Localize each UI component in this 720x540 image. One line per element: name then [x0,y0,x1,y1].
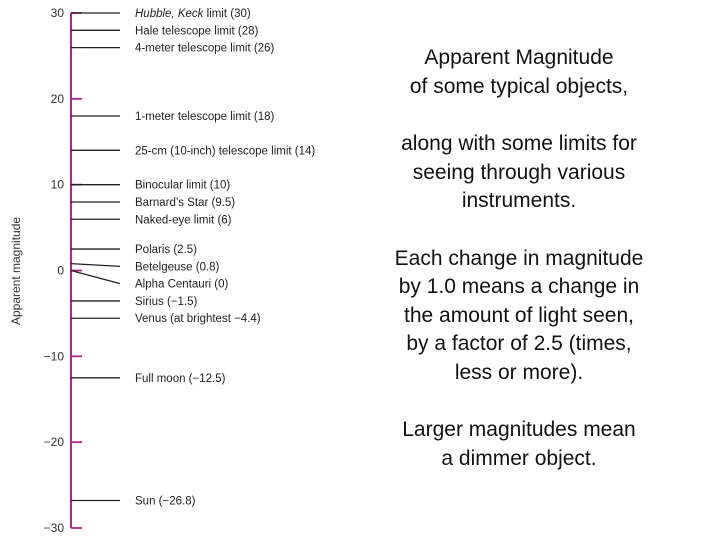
change-line-4: by a factor of 2.5 (times, [406,332,632,355]
tick-label: 0 [57,263,64,278]
tick-label: −10 [43,349,64,364]
magnitude-change-paragraph [360,245,678,388]
larger-line-1: Larger magnitudes mean [402,418,636,441]
description-panel [360,44,678,473]
magnitude-mark [71,271,120,284]
magnitude-label: Betelgeuse (0.8) [135,261,220,274]
tick-label: −30 [43,521,64,535]
mark-group [71,8,315,508]
title-paragraph [360,44,678,101]
magnitude-label: Hale telescope limit (28) [135,25,259,38]
magnitude-label: Naked-eye limit (6) [135,214,232,227]
tick-group [44,6,82,535]
title-line-1: Apparent Magnitude [424,46,614,69]
magnitude-label: Barnard’s Star (9.5) [135,196,236,209]
larger-magnitude-paragraph [360,416,678,473]
larger-line-2: a dimmer object. [441,446,597,470]
magnitude-label: Hubble, Keck limit (30) [135,8,251,20]
magnitude-label: Polaris (2.5) [135,244,197,257]
magnitude-label: Alpha Centauri (0) [135,278,229,291]
magnitude-label: Full moon (−12.5) [135,372,226,385]
axis-title: Apparent magnitude [9,216,23,326]
tick-label: −20 [43,435,64,450]
magnitude-label: Sun (−26.8) [135,495,196,508]
tick-label: 20 [50,91,64,106]
tick-label: 10 [50,177,64,192]
magnitude-label: Venus (at brightest −4.4) [135,313,261,326]
magnitude-label: Binocular limit (10) [135,179,231,192]
change-line-1: Each change in magnitude [394,246,644,270]
limits-line-2: seeing through various [412,160,626,184]
limits-line-1: along with some limits for [401,132,637,155]
magnitude-label: 4-meter telescope limit (26) [135,42,275,55]
magnitude-label: 25-cm (10-inch) telescope limit (14) [135,145,316,158]
tick-label: 30 [50,6,64,20]
magnitude-mark [71,264,120,267]
limits-line-3: instruments. [461,189,577,212]
magnitude-label: Sirius (−1.5) [135,295,198,308]
magnitude-label: 1-meter telescope limit (18) [135,111,275,123]
title-line-2: of some typical objects, [409,74,629,98]
change-line-2: by 1.0 means a change in [398,275,640,298]
change-line-3: the amount of light seen, [404,303,634,327]
change-line-5: less or more). [454,360,584,384]
magnitude-scale [0,0,350,540]
limits-paragraph [360,130,678,216]
